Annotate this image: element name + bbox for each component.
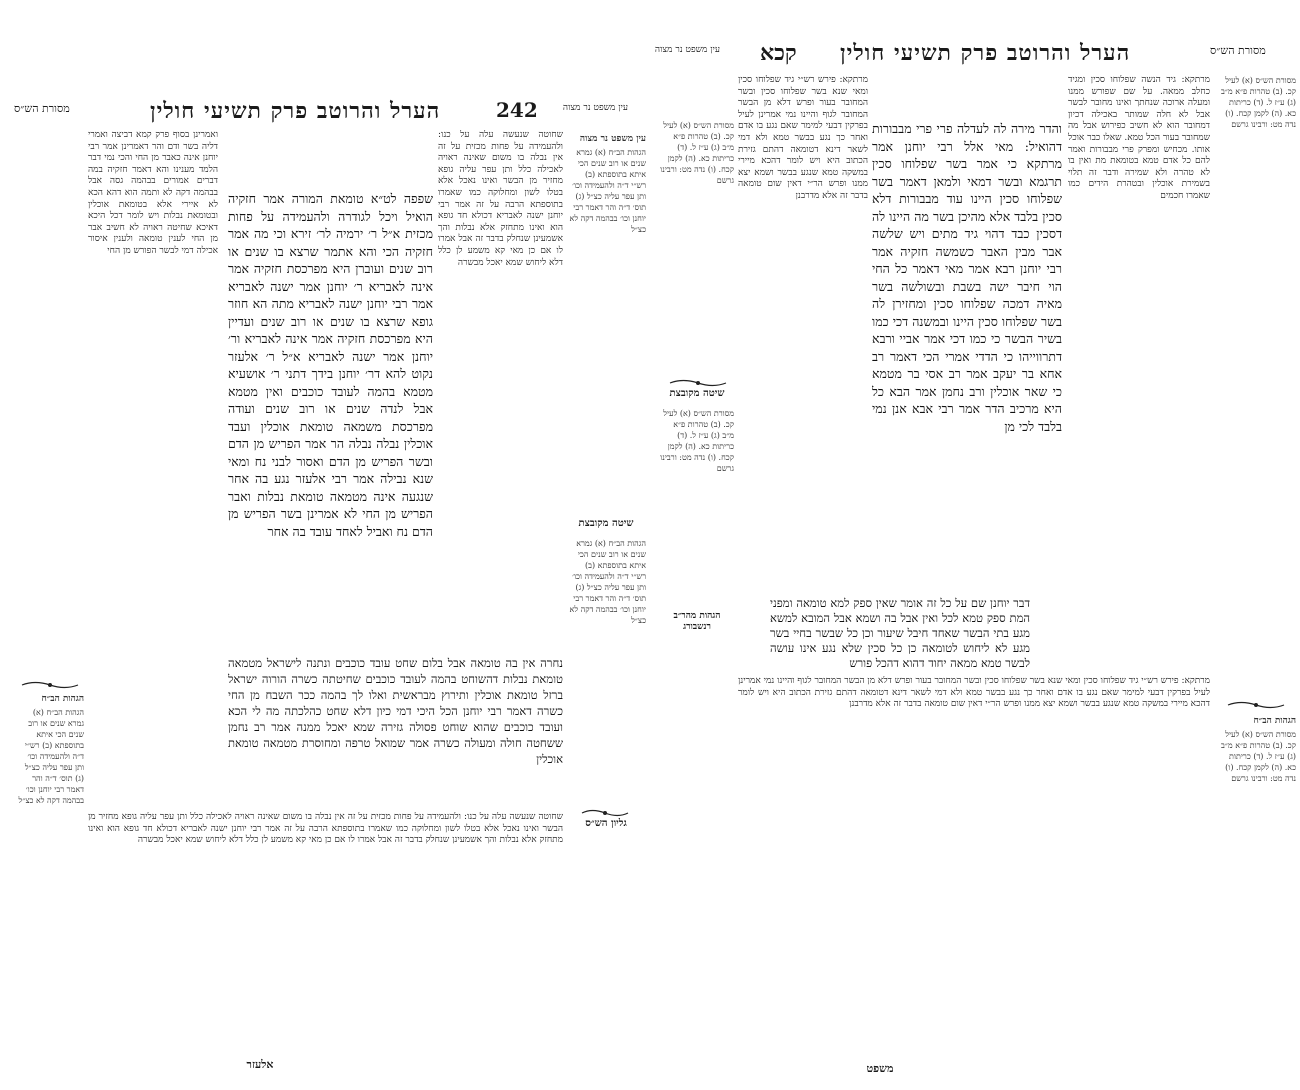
left-bottom-rashi: שחוטה שנעשה עלה על כנו: ולהעמידה על פחות מכזית על זה אין נבלה בו משום שאינה ראויה לאכילה כלל ותן עפר עליה גופא מחזיר מן הבשר ואינו נאכל אלא בטלו לשון ומחלוקה כמו שאמרו בתוספתא הרבה על זה אמר רבי יוחנן ישנה לאבריא דכולא חד גופא הוא ואינו מתחזק אלא נבלות והך אשמעינן שנחלק בדבר זה אבל אמרו לו אם כן מאי קא משמע לן כלל דלא ליחוש שמא יאכל מבשרה: [88, 812, 563, 846]
right-inner-margin-mid: [660, 408, 734, 608]
right-bottom-tosafot: מרתקא: פירש רש״י גיד שפלוחו סכין ומאי שנא בשר שפלוחו סכין ובשר המחובר בעור ופרש דלא מן הבשר המחובר לגוף והיינו נמי אמרינן לעיל בפרקין דבעי למימר שאם נגע בו אדם ואחר כך נגע בבשר טמא ולא דמי לשאר דינא דטומאה דהתם גזירת הכתוב היא ויש לומר דהכא מיירי במשקה טמא שנגע בבשר ושמא יצא ממנו ופרש הר״י דאין שום טומאה בדבר זה אלא מדרבנן: [738, 676, 1210, 710]
left-tosafot-text: ואמרינן בסוף פרק קמא דביצה ואמרי דליה בשר ודם והר דאמרינן אמר רבי יוחנן אינה כאבר מן החי והכי נמי דבר הלמד מענינו והא דאמר חזקיה במה דברים אמורים בבהמה גסה אבל בבהמה דקה לא ותמה הוא דהא הכא לא איירי אלא בטומאת אוכלין ובטומאת נבלות ויש לומר דכל היכא דאיכא שחיטה ראויה לא חשיב אבר מן החי לענין טומאה ולענין איסור אכילה דמי לבשר הפורש מן החי: [88, 130, 218, 256]
left-page-title: הערל והרוטב פרק תשיעי חולין: [150, 98, 441, 124]
left-side-label: מסורת הש״ס: [14, 102, 70, 115]
right-hagahot-label: הגהות מהר״ב רנשבורג: [673, 611, 721, 632]
right-page-title: הערל והרוטב פרק תשיעי חולין: [840, 40, 1131, 66]
right-gemara-main: [872, 120, 1062, 590]
right-page: [650, 0, 1300, 1090]
left-inner-notes: הגהות הב״ח (א) גמרא שנים או רוב שנים הכי איתא בתוספתא (ב) רש״י ד״ה ולהעמידה וכו׳ ותן עפר עליה כצ״ל (ג) תוס׳ ד״ה והר דאמר רבי יוחנן וכו׳ בבהמה דקה לא כצ״ל: [569, 148, 646, 234]
left-margin-ornament: [20, 680, 80, 690]
right-inner-notes-2: מסורת הש״ס (א) לעיל קכ. (ב) טהרות פ״א מ״ב (ג) ע״ז ל. (ד) כריתות כא. (ה) לקמן קכח. (ו) נדה מט: ורבינו גרשם: [660, 409, 734, 473]
left-page-number: 242: [496, 98, 538, 122]
right-gemara-text-2: דבר יוחנן שם על כל זה אומר שאין ספק למא טומאה ומפני המת ספק טמא לכל ואין אבל בה ושמא אבל המובא למשא מגע בתי הבשר שאחד חיבל שיעור וכן כל שבשר בחיי בשר מגע לא ליחוש לטומאה כן כל סכין שלא נגע אינו עושה לבשר טמא ממאה יחוד דהוא דהכל פורש: [770, 596, 1030, 670]
left-outer-margin: [18, 690, 84, 1030]
left-shita-label: שיטה מקובצת: [578, 518, 634, 529]
left-gemara-text: שפפה לט״א טומאת המורה אמר חזקיה הואיל ויכל לגודרה ולהעמידה על פחות מכזית א״ל ר׳ ירמיה לר׳ זירא וכי מה אמר חזקיה הכי והא אתמר שרצא בו שנים או רוב שנים ועוברן היא מפרכסת חזקיה אמר אינה לאבריא ר׳ יוחנן אמר ישנה לאבריא אמר רבי יוחנן ישנה לאבריא מתה הא חוזר גופא שרצא בו שנים או רוב שנים ועדיין היא מפרכסת חזקיה אמר אינה לאבריא ור׳ יוחנן אמר ישנה לאבריא א״ל ר׳ אלעזר נקוט להא דר׳ יוחנן בידך דתני ר׳ אושעיא מטמא בהמה לעובד כוכבים ואין מטמא אבל לנדה שנים או רוב שנים ועודה מפרכסת משמאה טומאת אוכלין ועבד אוכלין נבלה נבלה הר אמר הפריש מן הדם ובשר הפריש מן הדם ואסור לבני נח ומאי שנא נבילה אמר רבי אלעזר נגע בה אחר שנגעה אינה מטמאה טומאת נבלות ואבר הפריש מן החי לא אמרינן בשר הפריש מן הדם נח ואביל לאחד עובד בה אחר: [228, 191, 433, 539]
left-rashi-text: שחוטה שנעשה עלה על כנו: ולהעמידה על פחות מכזית על זה אין נבלה בו משום שאינה ראויה לאכילה כלל ותן עפר עליה גופא מחזיר מן הבשר ואינו נאכל אלא בטלו לשון ומחלוקה כמו שאמרו בתוספתא הרבה על זה אמר רבי יוחנן ישנה לאבריא דכולא חד גופא הוא ואינו מתחזק אלא נבלות והך אשמעינן שנחלק בדבר זה אבל אמרו לו אם כן מאי קא משמע לן כלל דלא ליחוש שמא יאכל מבשרה: [438, 130, 563, 268]
left-closing-word: אלעזר: [246, 1058, 274, 1071]
right-page-number: קכא: [760, 40, 797, 66]
right-rashi-text: מרתקא: גיד הנשה שפלוחו סכין ומגיד כחלב ממאה. על שם שפורש ממנו ומעלה ארוכה שנחתך ואינו מחובר לבשר אבל לא חלה שמותר באכילה דכיון דמחובר הוא לא חשיב כפירוש אבל מה שמחובר בעור הכל טמא. שאלו כבר אוכל אותו. מכחיש ומפרק פרי מבבורות ואמר להם כל אדם טמא בטומאת מת ואין בו לא טהרה ולא שמירה ודבר זה תלוי בשמירת אוכלין ובטהרת הידים כמו שאמרו חכמים: [1068, 75, 1210, 201]
left-inner-notes-2: הגהות הב״ח (א) גמרא שנים או רוב שנים הכי איתא בתוספתא (ב) רש״י ד״ה ולהעמידה וכו׳ ותן עפר עליה כצ״ל (ג) תוס׳ ד״ה והר דאמר רבי יוחנן וכו׳ בבהמה דקה לא כצ״ל: [569, 539, 646, 625]
right-closing-word: משפט: [866, 1062, 894, 1075]
right-rashi-column: [1068, 75, 1210, 595]
left-margin-notes: הגהות הב״ח (א) גמרא שנים או רוב שנים הכי איתא בתוספתא (ב) רש״י ד״ה ולהעמידה וכו׳ ותן עפר עליה כצ״ל (ג) תוס׳ ד״ה והר דאמר רבי יוחנן וכו׳ בבהמה דקה לא כצ״ל: [18, 708, 84, 805]
right-outer-notes-2: מסורת הש״ס (א) לעיל קכ. (ב) טהרות פ״א מ״ב (ג) ע״ז ל. (ד) כריתות כא. (ה) לקמן קכח. (ו) נדה מט: ורבינו גרשם: [1221, 730, 1296, 783]
right-outer-notes: מסורת הש״ס (א) לעיל קכ. (ב) טהרות פ״א מ״ב (ג) ע״ז ל. (ד) כריתות כא. (ה) לקמן קכח. (ו) נדה מט: ורבינו גרשם: [1221, 76, 1296, 129]
right-outer-margin: [1216, 75, 1296, 575]
left-inner-margin-mid: [568, 538, 646, 658]
left-gemara-main: [228, 190, 433, 650]
left-bottom-commentary: [88, 812, 563, 1054]
left-page-header: [0, 98, 650, 128]
right-bottom-commentary: [738, 676, 1210, 1061]
right-margin-label-hagahot: הגהות הב״ח: [1253, 716, 1296, 726]
left-gemara-text-2: נחרה אין בה טומאה אבל בלום שחט עובד כוכבים ונתנה לישראל מטמאה טומאת נבלות דהשוחט בהמה לעובד כוכבים שחיטתה כשרה הורוה ישראל ברזל טומאת אוכלין ותירוץ מבראשית ואלו לך בהמה ככר השבח מן החי כשרה דאמר רבי יוחנן הכל היכי דמי כיון דלא שחט כהלכתה מה לי הכא ועובד כוכבים שהוא שוחט פסולה גזירה שמא יאכל ממנה אמר רב נחמן ששחטה חולה ומעולה כשרה אמר שמואל טרפה ומחוסרת מטמאה טומאת אוכלין: [228, 656, 563, 766]
right-inner-notes: מסורת הש״ס (א) לעיל קכ. (ב) טהרות פ״א מ״ב (ג) ע״ז ל. (ד) כריתות כא. (ה) לקמן קכח. (ו) נדה מט: ורבינו גרשם: [660, 121, 734, 185]
left-inner-margin-top: [568, 130, 646, 390]
left-gemara-continuation: [228, 655, 563, 810]
right-inner-ornament: [668, 378, 728, 388]
right-page-header: [650, 40, 1300, 70]
left-corner-note: עין משפט נר מצוה: [562, 103, 628, 113]
right-tosafot-text: מרתקא: פירש רש״י גיד שפלוחו סכין ומאי שנא בשר שפלוחו סכין ובשר המחובר בעור ופרש דלא מן הבשר המחובר לגוף והיינו נמי אמרינן לעיל בפרקין דבעי למימר שאם נגע בו אדם ואחר כך נגע בבשר טמא ולא דמי לשאר דינא דטומאה דהתם גזירת הכתוב היא ויש לומר דהכא מיירי במשקה טמא שנגע בבשר ושמא יצא ממנו ופרש הר״י דאין שום טומאה בדבר זה אלא מדרבנן: [738, 75, 868, 201]
left-inner-label-ein-mishpat: עין משפט נר מצוה: [579, 134, 646, 144]
right-tosafot-column: [738, 75, 868, 595]
left-tosafot-column: [88, 130, 218, 930]
right-outer-ornament: [1226, 700, 1286, 710]
left-inner-ornament: [580, 808, 630, 818]
right-gemara-continuation: [770, 596, 1030, 671]
left-gilyon-label: גליון הש״ס: [585, 818, 627, 829]
right-side-label: מסורת הש״ס: [1210, 44, 1266, 57]
right-gemara-text: והדר מירה לה לעדלה פרי פרי מבבורות דהואיל: מאי אלל רבי יוחנן אמר מרתקא כי אמר בשר שפלוחו סכין תרגמא ובשר דמאי ולמאן דאמר בשר שפלוחו סכין היינו עוד מבבורות דלא סכין בלבד אלא מהיכן בשר מה היינו לה דסכין כבד דהוי גיד מתים ויש שלשה אבר מבין האבר כשמשה חזקיה אמר רבי יוחנן רבא אמר מאי דאמר כל החי הוי חיבר ישה בשבת ובשולשה בשר מאיה דמכה שפלוחו סכין ומחזירן לה בשר שפלוחו סכין היינו ובמשנה דכי כמו בשיר הבשר כי כמו דכי אמר אביי ורבא דתרווייהו כי הדדי אמרי הכי דאמר רב אחא בר יעקב אמר רב אסי בר מטמא כי שאר אוכלין ורב נחמן אמר הבא כל היא מרכיב הדר אמר רבי אבא אנן נמי בלבד לכי מן: [872, 121, 1062, 434]
right-corner-note: עין משפט נר מצוה: [654, 45, 720, 55]
left-margin-label-hagahot: הגהות הב״ח: [41, 694, 84, 704]
left-rashi-column: [438, 130, 563, 650]
right-outer-margin-bottom: [1216, 712, 1296, 952]
right-inner-margin-top: [660, 120, 734, 340]
right-shita-label: שיטה מקובצת: [669, 388, 725, 399]
